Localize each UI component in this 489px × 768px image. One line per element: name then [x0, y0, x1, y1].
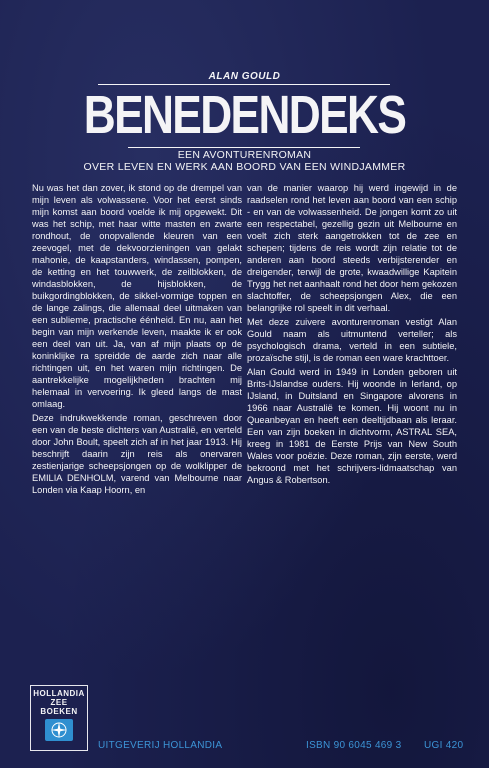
subtitle-line-1: EEN AVONTURENROMAN	[177, 149, 312, 161]
blurb-left-column	[32, 182, 242, 498]
ugi-code: UGI 420	[424, 740, 464, 751]
compass-rose-icon	[45, 719, 73, 741]
isbn: ISBN 90 6045 469 3	[306, 740, 402, 751]
blurb-right-column	[247, 182, 457, 488]
blurb-paragraph: Alan Gould werd in 1949 in Londen geboren uit Brits-IJslandse ouders. Hij woonde in Ierland, op IJsland, in Duitsland en Singapore alvorens in 1966 naar Australië te komen. Hij woont nu in Queanbeyan en heeft een deeltijdbaan als leraar. Een van zijn boeken in dichtvorm, ASTRAL SEA, kreeg in 1981 de Eerste Prijs van New South Wales voor poëzie. Deze roman, zijn eerste, werd bekroond met het schrijvers-lidmaatschap van Angus & Robertson.	[247, 367, 457, 485]
logo-line-3: BOEKEN	[40, 707, 78, 716]
logo-line-2: ZEE	[50, 698, 68, 707]
blurb-paragraph: Met deze zuivere avonturenroman vestigt Alan Gould naam als uitmuntend verteller; als psychologisch drama, verteld in een subtiele, prozaïsche stijl, is de roman een ware krachttoer.	[247, 317, 457, 363]
author-name: ALAN GOULD	[208, 71, 281, 82]
blurb-paragraph: van de manier waarop hij werd ingewijd in de raadselen rond het leven aan boord van een schip - en van de volwassenheid. De jongen komt zo uit een respectabel, gezellig gezin uit Melbourne en voelt zich sterk aangetrokken tot de zee en schepen; tijdens de reis wordt zijn relatie tot de anderen aan boord steeds verbijsterender en dreigender, terwijl de grote, kwaadwillige Kapitein Trygg het net aanhaalt rond het door hem gekozen slachtoffer, de scheepsjongen Alex, die een belangrijke rol speelt in dit verhaal.	[247, 183, 457, 313]
logo-line-1: HOLLANDIA	[33, 689, 85, 698]
blurb-paragraph: Nu was het dan zover, ik stond op de drempel van mijn leven als volwassene. Voor het eerst sinds mijn komst aan boord voelde ik mij opgewekt. Dit was het schip, met haar witte masten en zwarte rondhout, de onopvallende kleuren van een zeevogel, met de dekvoorzieningen van gelakt mahonie, de kaapstanders, windassen, pompen, de ketting en het touwwerk, de zeilblokken, de windasblokken, de hijsblokken, de buikgordingblokken, de sikkel-vormige toppen en de lange zalings, die allemaal deel uitmaken van een sublieme, practische éénheid. En nu, aan het begin van mijn werkende leven, maakte ik er ook een deel van uit. Ja, van af mijn plaats op de koninklijke ra spreidde de aarde zich naar alle richtingen uit, en het waren mijn richtingen. De aantrekkelijke mogelijkheden brachten mij helemaal in vervoering. Ik gleed langs de mast omlaag.	[32, 183, 242, 409]
publisher-name: UITGEVERIJ HOLLANDIA	[98, 740, 223, 751]
blurb-paragraph: Deze indrukwekkende roman, geschreven door een van de beste dichters van Australië, en verteld door John Boult, speelt zich af in het jaar 1913. Hij beschrijft daarin zijn reis als onervaren zestienjarige scheepsjongen op de wolklipper de EMILIA DENHOLM, varend van Melbourne naar Londen via Kaap Hoorn, en	[32, 413, 242, 495]
title-rule-bottom	[128, 147, 360, 148]
hollandia-zeeboeken-logo	[30, 685, 88, 751]
book-title: BENEDENDEKS	[83, 85, 406, 145]
subtitle-line-2: OVER LEVEN EN WERK AAN BOORD VAN EEN WINDJAMMER	[83, 161, 406, 173]
